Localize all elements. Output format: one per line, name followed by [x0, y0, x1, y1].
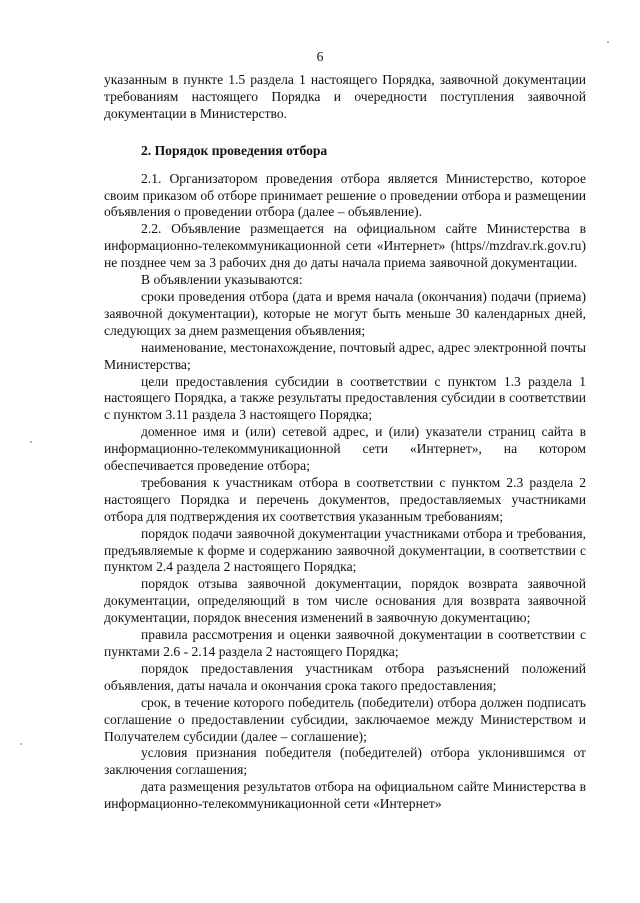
list-intro: В объявлении указываются: — [141, 272, 303, 288]
scan-speck — [20, 743, 22, 745]
list-item: правила рассмотрения и оценки заявочной документации в соответствии с пунктами 2.6 - 2.14 раздела 2 настоящего Порядка; — [104, 627, 586, 659]
scan-speck — [30, 441, 32, 443]
list-item: требования к участникам отбора в соответствии с пунктом 2.3 раздела 2 настоящего Порядка и перечень документов, предоставляемых участниками отбора для подтверждения их соответствия указанным требованиям; — [104, 474, 586, 524]
list-item: цели предоставления субсидии в соответствии с пунктом 1.3 раздела 1 настоящего Порядка, а также результаты предоставления субсидии в соответствии с пунктом 3.11 раздела 3 настоящего Порядка; — [104, 373, 586, 423]
paragraph-2-2: 2.2. Объявление размещается на официальном сайте Министерства в информационно-телекоммуникационной сети «Интернет» (https//mzdrav.rk.gov.ru) не позднее чем за 3 рабочих дня до даты начала приема заявочной документации. — [104, 221, 586, 271]
section-title: 2. Порядок проведения отбора — [141, 142, 328, 158]
continuation-paragraph: указанным в пункте 1.5 раздела 1 настоящего Порядка, заявочной документации требованиям настоящего Порядка и очередности поступления заявочной документации в Министерство. — [104, 72, 586, 121]
page-number: 6 — [316, 49, 324, 64]
list-item: сроки проведения отбора (дата и время начала (окончания) подачи (приема) заявочной документации), которые не могут быть меньше 30 календарных дней, следующих за днем размещения объявления; — [104, 288, 586, 338]
scan-speck — [607, 41, 609, 43]
list-item: наименование, местонахождение, почтовый адрес, адрес электронной почты Министерства; — [104, 339, 586, 372]
list-item: порядок отзыва заявочной документации, порядок возврата заявочной документации, определяющий в том числе основания для возврата заявочной документации, порядок внесения изменений в заявочную документацию; — [104, 576, 586, 626]
list-item: доменное имя и (или) сетевой адрес, и (или) указатели страниц сайта в информационно-телекоммуникационной сети «Интернет», на котором обеспечивается проведение отбора; — [104, 424, 586, 474]
list-item: порядок предоставления участникам отбора разъяснений положений объявления, даты начала и окончания срока такого предоставления; — [104, 660, 586, 693]
list-item: условия признания победителя (победителей) отбора уклонившимся от заключения соглашения; — [104, 745, 586, 778]
list-item-last: дата размещения результатов отбора на официальном сайте Министерства в информационно-телекоммуникационной сети «Интернет» — [104, 779, 586, 812]
body-text — [104, 72, 586, 813]
list-item: срок, в течение которого победитель (победители) отбора должен подписать соглашение о предоставлении субсидии, заключаемое между Министерством и Получателем субсидии (далее – соглашение); — [104, 694, 586, 744]
list-item: порядок подачи заявочной документации участниками отбора и требования, предъявляемые к форме и содержанию заявочной документации, в соответствии с пунктом 2.4 раздела 2 настоящего Порядка; — [104, 525, 586, 575]
paragraph-2-1: 2.1. Организатором проведения отбора является Министерство, которое своим приказом об отборе принимает решение о проведении отбора и размещении объявления о проведении отбора (далее – объявление). — [104, 170, 586, 220]
